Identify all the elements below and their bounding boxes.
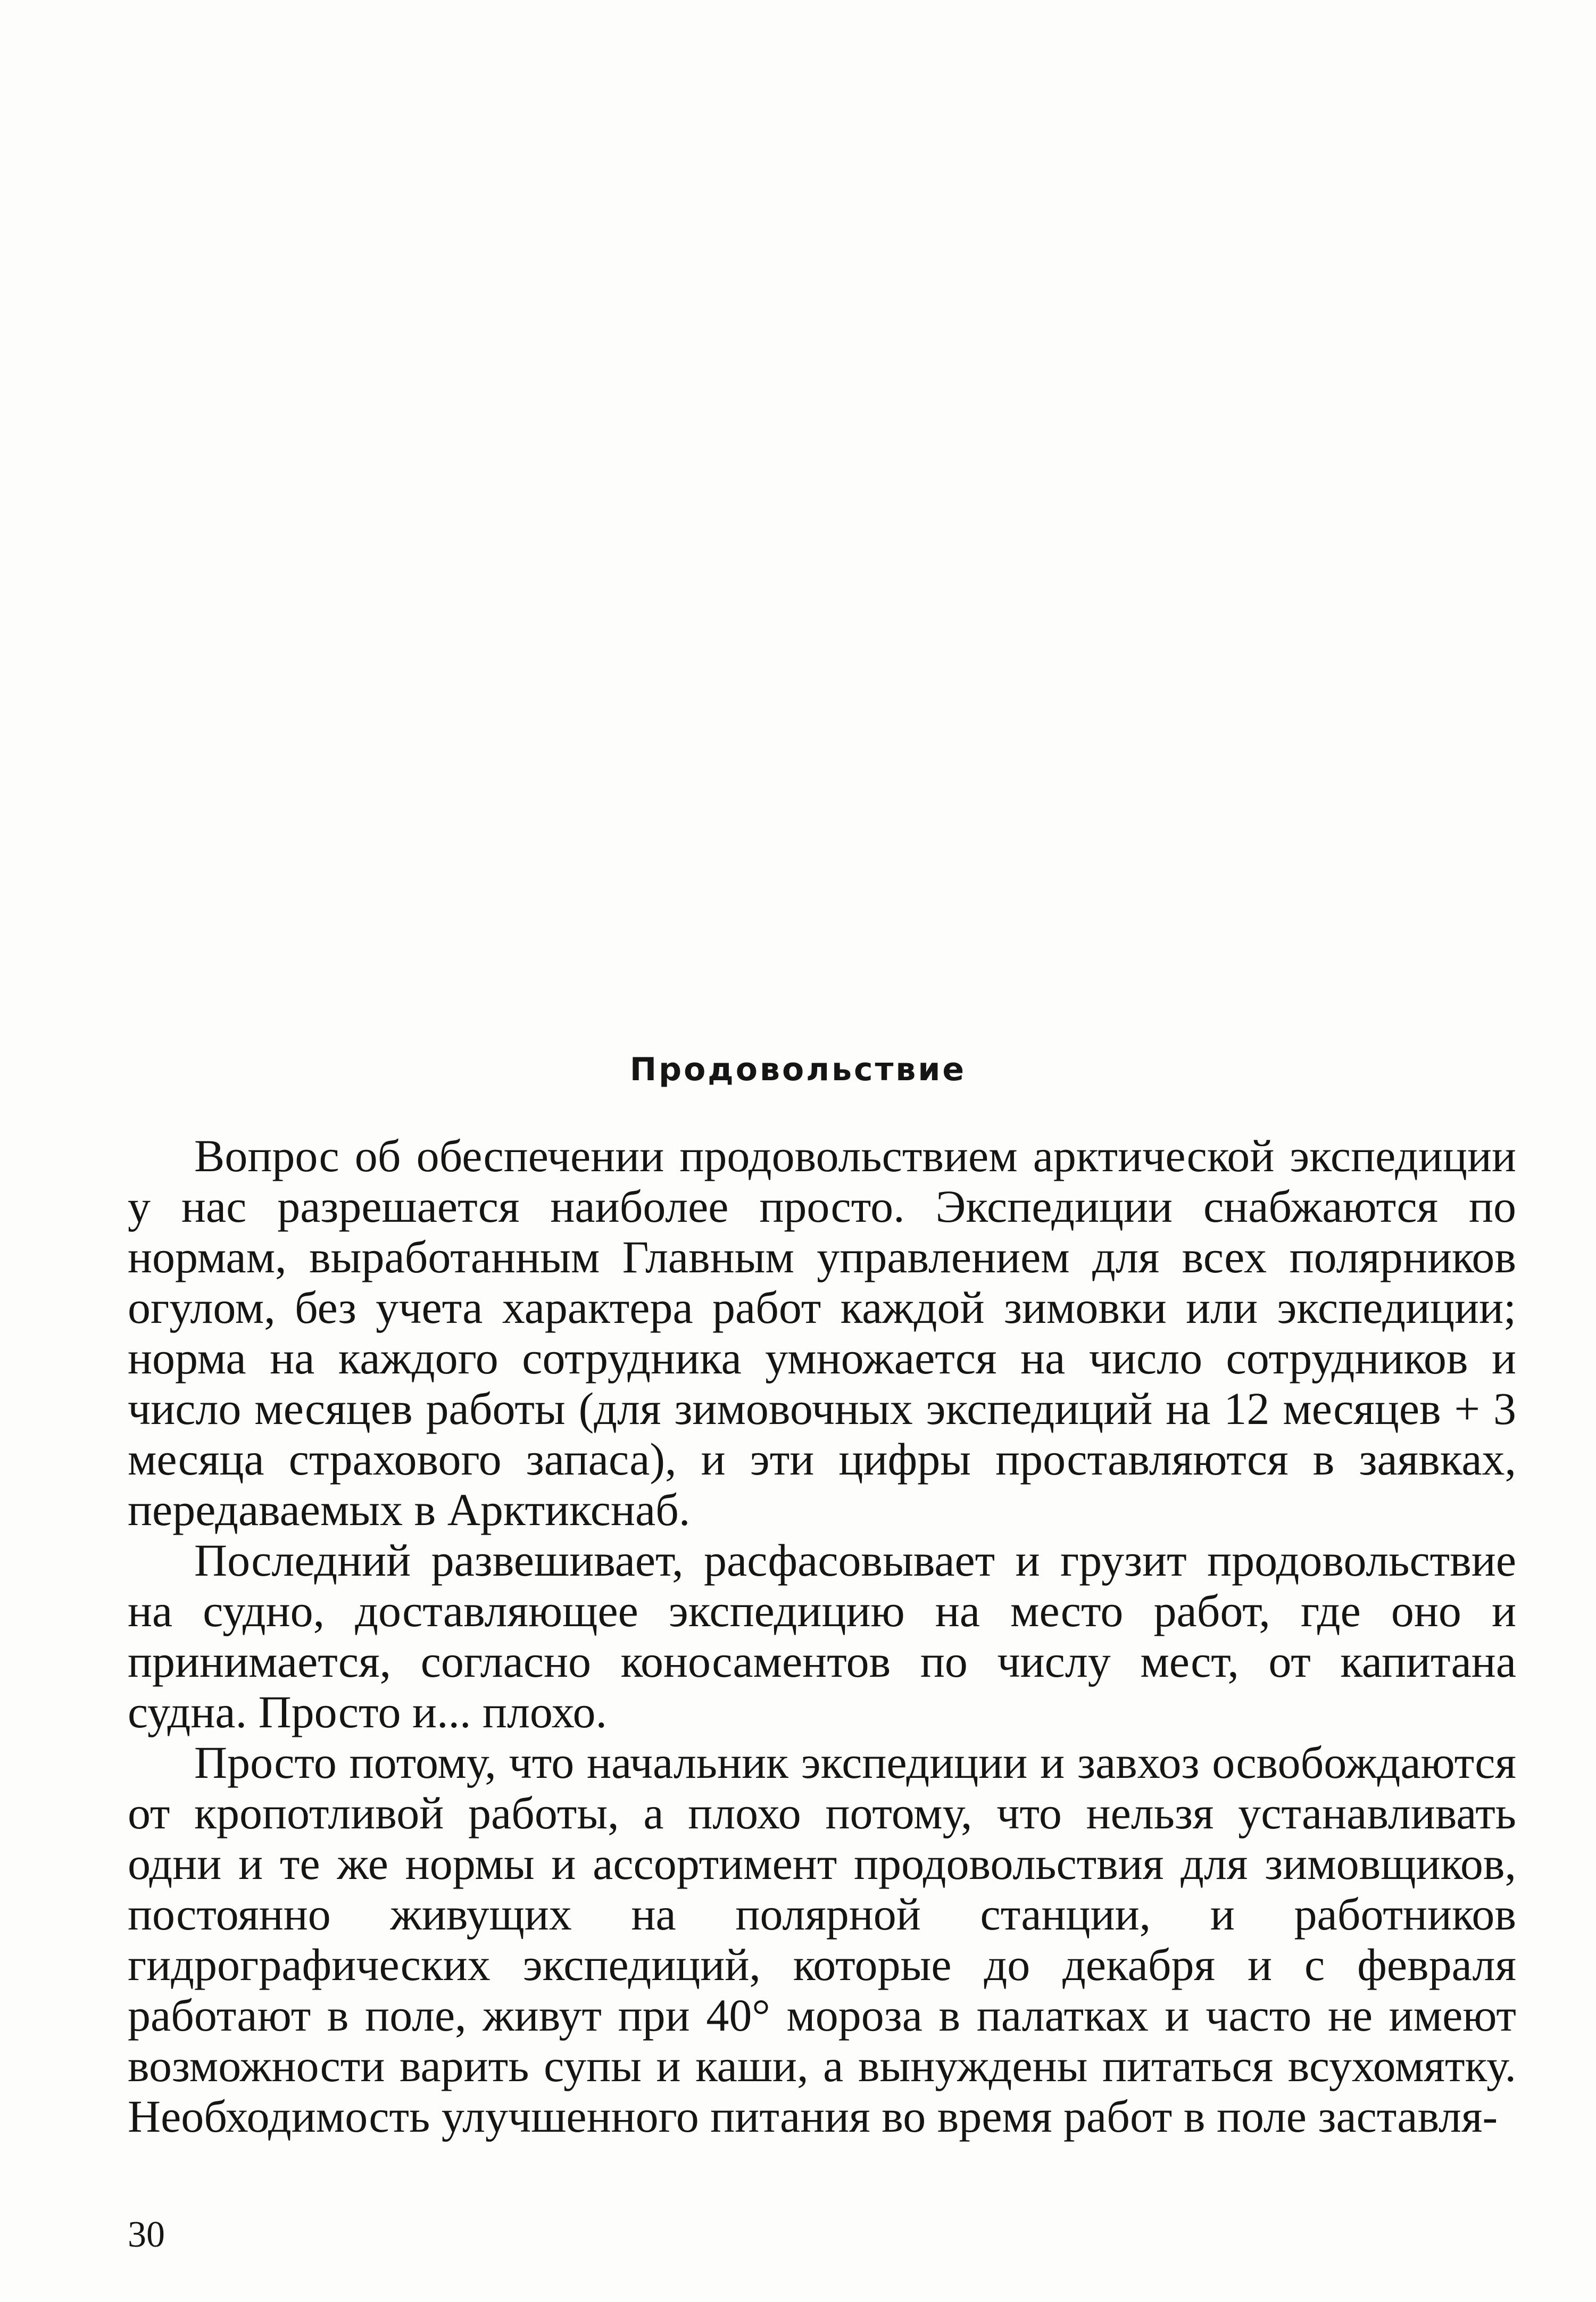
body-text <box>128 1131 1516 2142</box>
page-number: 30 <box>128 2214 165 2255</box>
paragraph-3: Просто потому, что начальник экспедиции и завхоз освобождаются от кропотливой работы, а плохо потому, что нельзя устанавливать одни и те же нормы и ассортимент продовольствия для зимовщиков, постоянно живущих на полярной станции, и работников гидрографических экспедиций, которые до декабря и с февраля работают в поле, живут при 40° мороза в палатках и часто не имеют возможности варить супы и каши, а вынуждены питаться всухомятку. Необходимость улучшенного питания во время работ в поле заставля- <box>128 1737 1516 2142</box>
paragraph-1: Вопрос об обеспечении продовольствием арктической экспедиции у нас разрешается наиболее просто. Экспедиции снабжаются по нормам, выработанным Главным управлением для всех полярников огулом, без учета характера работ каждой зимовки или экспедиции; норма на каждого сотрудника умножается на число сотрудников и число месяцев работы (для зимовочных экспедиций на 12 месяцев + 3 месяца страхового запаса), и эти цифры проставляются в заявках, передаваемых в Арктикснаб. <box>128 1130 1516 1535</box>
paragraph-2: Последний развешивает, расфасовывает и грузит продовольствие на судно, доставляющее экспедицию на место работ, где оно и принимается, согласно коносаментов по числу мест, от капитана судна. Просто и... плохо. <box>128 1535 1516 1737</box>
section-heading: Продовольствие <box>629 1051 967 1088</box>
